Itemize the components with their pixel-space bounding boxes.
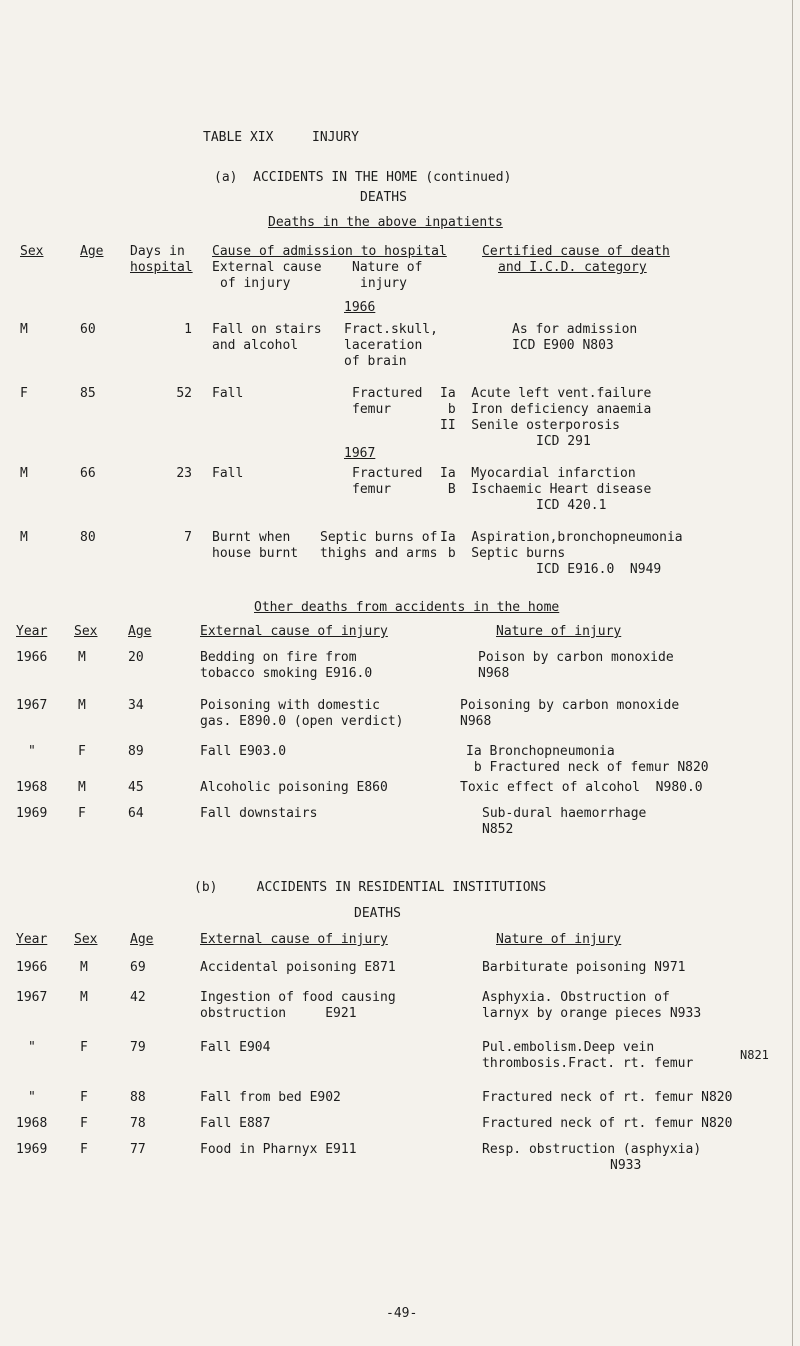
b-header-sex: Sex	[74, 932, 98, 947]
header-external-l2: of injury	[220, 276, 291, 291]
b-header-nature: Nature of injury	[496, 932, 622, 947]
b-row2-nat-l1: Asphyxia. Obstruction of	[482, 990, 670, 1005]
other-row5-ext-l1: Fall downstairs	[200, 806, 318, 821]
row4-cause-l1: Burnt when	[212, 530, 291, 545]
row2-cert-l4: ICD 291	[536, 434, 591, 449]
other-row1-ext-l1: Bedding on fire from	[200, 650, 357, 665]
b-row3-nat-l1: Pul.embolism.Deep vein	[482, 1040, 655, 1055]
other-row3-age: 89	[128, 744, 144, 759]
other-row3-nat-l1: Ia Bronchopneumonia	[466, 744, 615, 759]
b-row6-nat-l2: N933	[610, 1158, 642, 1173]
b-row4-age: 88	[130, 1090, 146, 1105]
header-sex: Sex	[20, 244, 44, 259]
other-row2-nat-l1: Poisoning by carbon monoxide	[460, 698, 680, 713]
b-row2-ext-l2: obstruction E921	[200, 1006, 357, 1021]
row1-days: 1	[184, 322, 192, 337]
b-row3-nat-l2: thrombosis.Fract. rt. femur	[482, 1056, 694, 1071]
row2-cause-l1: Fall	[212, 386, 244, 401]
b-row4-sex: F	[80, 1090, 88, 1105]
page-edge-line	[792, 0, 793, 1346]
row1-sex: M	[20, 322, 28, 337]
other-header-age: Age	[128, 624, 152, 639]
header-certified-l2: and I.C.D. category	[498, 260, 647, 275]
row4-days: 7	[184, 530, 192, 545]
b-row5-nat-l1: Fractured neck of rt. femur N820	[482, 1116, 733, 1131]
other-header-sex: Sex	[74, 624, 98, 639]
table-title: TABLE XIX	[203, 130, 274, 145]
header-cause-group: Cause of admission to hospital	[212, 244, 447, 259]
header-nature-l1: Nature of	[352, 260, 423, 275]
row2-age: 85	[80, 386, 96, 401]
header-days-l2: hospital	[130, 260, 193, 275]
year-1967-label: 1967	[344, 446, 376, 461]
other-header-external: External cause of injury	[200, 624, 388, 639]
section-b-title: (b) ACCIDENTS IN RESIDENTIAL INSTITUTIONS	[194, 880, 547, 895]
other-row1-sex: M	[78, 650, 86, 665]
row4-cert-l3: ICD E916.0 N949	[536, 562, 662, 577]
b-row6-age: 77	[130, 1142, 146, 1157]
row3-cert-l1: Ia Myocardial infarction	[440, 466, 636, 481]
section-a-subtitle: Deaths in the above inpatients	[268, 215, 503, 230]
row3-cause-l1: Fall	[212, 466, 244, 481]
row1-cert-l1: As for admission	[512, 322, 638, 337]
header-external-l1: External cause	[212, 260, 322, 275]
other-row2-ext-l1: Poisoning with domestic	[200, 698, 381, 713]
row2-sex: F	[20, 386, 28, 401]
row2-days: 52	[176, 386, 192, 401]
other-row4-nat-l1: Toxic effect of alcohol N980.0	[460, 780, 703, 795]
b-row1-nat-l1: Barbiturate poisoning N971	[482, 960, 686, 975]
b-row2-sex: M	[80, 990, 88, 1005]
b-row3-ext-l1: Fall E904	[200, 1040, 271, 1055]
header-certified-l1: Certified cause of death	[482, 244, 670, 259]
other-row3-nat-l2: b Fractured neck of femur N820	[466, 760, 709, 775]
b-row3-nat-code: N821	[740, 1048, 769, 1062]
row1-cert-l2: ICD E900 N803	[512, 338, 614, 353]
b-header-age: Age	[130, 932, 154, 947]
other-row4-sex: M	[78, 780, 86, 795]
row3-days: 23	[176, 466, 192, 481]
other-row2-age: 34	[128, 698, 144, 713]
row4-sex: M	[20, 530, 28, 545]
b-row1-year: 1966	[16, 960, 48, 975]
b-row3-sex: F	[80, 1040, 88, 1055]
other-row4-ext-l1: Alcoholic poisoning E860	[200, 780, 388, 795]
other-row1-nat-l1: Poison by carbon monoxide	[478, 650, 674, 665]
page-number: -49-	[386, 1306, 418, 1321]
row3-age: 66	[80, 466, 96, 481]
other-row1-age: 20	[128, 650, 144, 665]
row4-nature-l1: Septic burns of	[320, 530, 438, 545]
b-row1-ext-l1: Accidental poisoning E871	[200, 960, 396, 975]
other-row5-year: 1969	[16, 806, 48, 821]
other-row2-nat-l2: N968	[460, 714, 492, 729]
row3-nature-l1: Fractured	[352, 466, 423, 481]
other-header-year: Year	[16, 624, 48, 639]
row3-cert-l2: B Ischaemic Heart disease	[440, 482, 652, 497]
b-row4-year: "	[28, 1090, 36, 1105]
header-days-l1: Days in	[130, 244, 185, 259]
other-row4-year: 1968	[16, 780, 48, 795]
b-row6-nat-l1: Resp. obstruction (asphyxia)	[482, 1142, 702, 1157]
b-row6-ext-l1: Food in Pharnyx E911	[200, 1142, 357, 1157]
other-row5-nat-l2: N852	[482, 822, 514, 837]
other-row1-year: 1966	[16, 650, 48, 665]
b-row5-sex: F	[80, 1116, 88, 1131]
other-row2-sex: M	[78, 698, 86, 713]
other-row5-sex: F	[78, 806, 86, 821]
header-age: Age	[80, 244, 104, 259]
other-row3-sex: F	[78, 744, 86, 759]
row1-age: 60	[80, 322, 96, 337]
b-row2-ext-l1: Ingestion of food causing	[200, 990, 396, 1005]
b-row4-ext-l1: Fall from bed E902	[200, 1090, 341, 1105]
row2-cert-l3: II Senile osterporosis	[440, 418, 621, 433]
b-row5-age: 78	[130, 1116, 146, 1131]
row1-cause-l2: and alcohol	[212, 338, 299, 353]
row1-nature-l1: Fract.skull,	[344, 322, 438, 337]
other-row4-age: 45	[128, 780, 144, 795]
row2-nature-l2: femur	[352, 402, 392, 417]
row2-cert-l2: b Iron deficiency anaemia	[440, 402, 652, 417]
other-row3-year: "	[28, 744, 36, 759]
b-row2-age: 42	[130, 990, 146, 1005]
b-row4-nat-l1: Fractured neck of rt. femur N820	[482, 1090, 733, 1105]
b-row1-sex: M	[80, 960, 88, 975]
other-header-nature: Nature of injury	[496, 624, 622, 639]
row3-cert-l3: ICD 420.1	[536, 498, 607, 513]
section-b-deaths: DEATHS	[354, 906, 401, 921]
b-row3-age: 79	[130, 1040, 146, 1055]
other-row1-nat-l2: N968	[478, 666, 510, 681]
b-row2-year: 1967	[16, 990, 48, 1005]
other-row1-ext-l2: tobacco smoking E916.0	[200, 666, 373, 681]
other-deaths-title: Other deaths from accidents in the home	[254, 600, 560, 615]
b-row6-year: 1969	[16, 1142, 48, 1157]
year-1966-label: 1966	[344, 300, 376, 315]
row2-cert-l1: Ia Acute left vent.failure	[440, 386, 652, 401]
b-row6-sex: F	[80, 1142, 88, 1157]
row2-nature-l1: Fractured	[352, 386, 423, 401]
b-row5-ext-l1: Fall E887	[200, 1116, 271, 1131]
row4-cert-l2: b Septic burns	[440, 546, 566, 561]
b-header-external: External cause of injury	[200, 932, 388, 947]
part-a-title: (a) ACCIDENTS IN THE HOME (continued)	[214, 170, 512, 185]
other-row5-age: 64	[128, 806, 144, 821]
table-subject: INJURY	[312, 130, 359, 145]
other-row5-nat-l1: Sub-dural haemorrhage	[482, 806, 647, 821]
row1-nature-l3: of brain	[344, 354, 407, 369]
row4-nature-l2: thighs and arms	[320, 546, 438, 561]
header-nature-l2: injury	[360, 276, 407, 291]
row4-age: 80	[80, 530, 96, 545]
row3-sex: M	[20, 466, 28, 481]
b-row3-year: "	[28, 1040, 36, 1055]
row3-nature-l2: femur	[352, 482, 392, 497]
other-row3-ext-l1: Fall E903.0	[200, 744, 287, 759]
row1-cause-l1: Fall on stairs	[212, 322, 322, 337]
row4-cert-l1: Ia Aspiration,bronchopneumonia	[440, 530, 683, 545]
other-row2-year: 1967	[16, 698, 48, 713]
part-a-deaths: DEATHS	[360, 190, 407, 205]
b-row5-year: 1968	[16, 1116, 48, 1131]
row4-cause-l2: house burnt	[212, 546, 299, 561]
row1-nature-l2: laceration	[344, 338, 423, 353]
b-header-year: Year	[16, 932, 48, 947]
b-row2-nat-l2: larnyx by orange pieces N933	[482, 1006, 702, 1021]
b-row1-age: 69	[130, 960, 146, 975]
other-row2-ext-l2: gas. E890.0 (open verdict)	[200, 714, 404, 729]
